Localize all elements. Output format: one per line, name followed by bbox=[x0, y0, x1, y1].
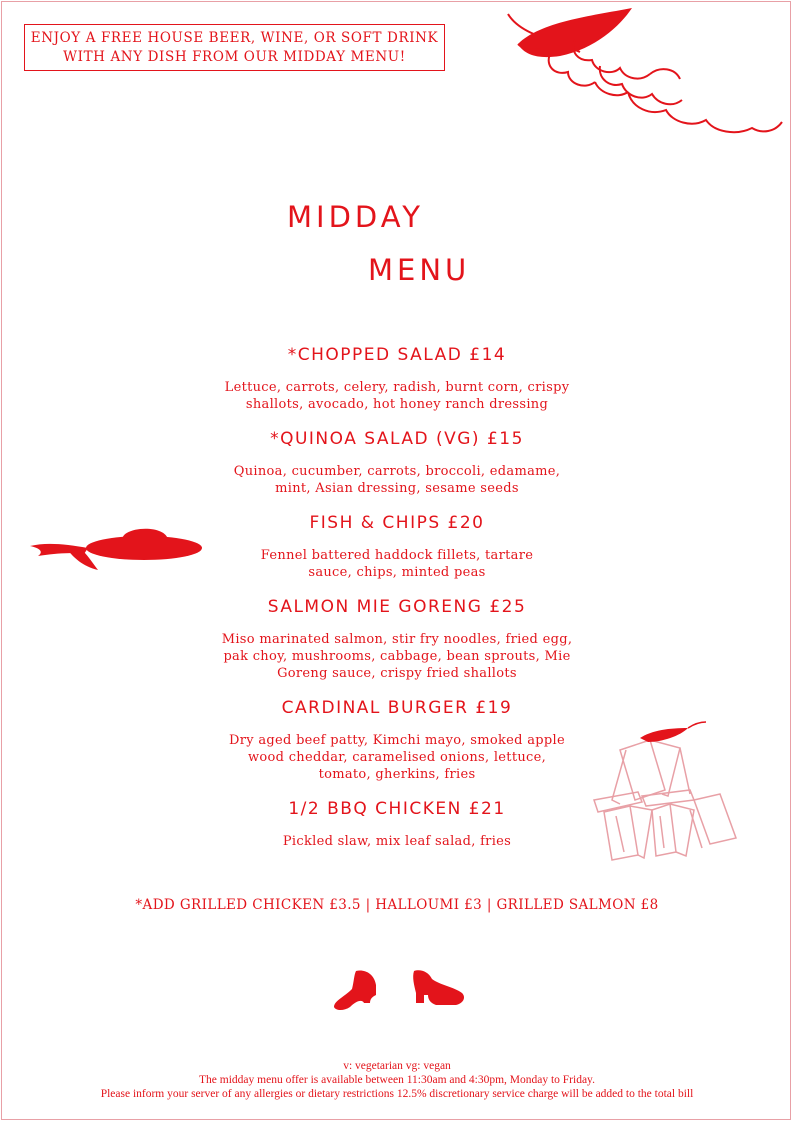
dish-desc-line: mint, Asian dressing, sesame seeds bbox=[275, 481, 519, 496]
dish-name: 1/2 BBQ CHICKEN £21 bbox=[288, 799, 506, 819]
dish-desc-line: wood cheddar, caramelised onions, lettuce, bbox=[247, 750, 547, 765]
dish-item bbox=[0, 429, 794, 497]
offer-line-1: ENJOY A FREE HOUSE BEER, WINE, OR SOFT DRINK bbox=[30, 30, 439, 46]
dish-name: SALMON MIE GORENG £25 bbox=[267, 597, 527, 617]
dish-desc-line: tomato, gherkins, fries bbox=[318, 767, 476, 782]
dish-name: CARDINAL BURGER £19 bbox=[281, 698, 513, 718]
dish-desc-line: Pickled slaw, mix leaf salad, fries bbox=[282, 834, 512, 849]
feather-cloud-illustration bbox=[500, 4, 790, 144]
red-shoes-icon bbox=[330, 965, 470, 1015]
dish-description bbox=[0, 631, 794, 682]
dish-description bbox=[0, 379, 794, 413]
cardinal-hat-icon bbox=[26, 518, 206, 576]
dish-description bbox=[0, 463, 794, 497]
dish-desc-line: Lettuce, carrots, celery, radish, burnt corn, crispy bbox=[224, 380, 570, 395]
dish-desc-line: Dry aged beef patty, Kimchi mayo, smoked apple bbox=[229, 733, 565, 748]
card-house-illustration bbox=[590, 720, 740, 865]
menu-title-line-2: MENU bbox=[368, 253, 471, 287]
dish-desc-line: Goreng sauce, crispy fried shallots bbox=[277, 666, 517, 681]
offer-banner bbox=[24, 24, 445, 71]
dish-name: FISH & CHIPS £20 bbox=[309, 513, 485, 533]
dish-item bbox=[0, 345, 794, 413]
menu-title-line-1: MIDDAY bbox=[287, 200, 425, 234]
dish-desc-line: Quinoa, cucumber, carrots, broccoli, edamame, bbox=[233, 464, 561, 479]
footer-allergy-notice: Please inform your server of any allergies or dietary restrictions 12.5% discretionary service charge will be added to the total bill bbox=[100, 1088, 694, 1100]
footer-offer-hours: The midday menu offer is available between 11:30am and 4:30pm, Monday to Friday. bbox=[199, 1074, 595, 1086]
dish-name: *QUINOA SALAD (VG) £15 bbox=[270, 429, 524, 449]
dish-desc-line: Miso marinated salmon, stir fry noodles, fried egg, bbox=[221, 632, 573, 647]
dish-desc-line: sauce, chips, minted peas bbox=[308, 565, 486, 580]
dish-desc-line: shallots, avocado, hot honey ranch dressing bbox=[245, 397, 549, 412]
footer-dietary-key: v: vegetarian vg: vegan bbox=[343, 1060, 451, 1072]
dish-desc-line: Fennel battered haddock fillets, tartare bbox=[260, 548, 534, 563]
addons-line: *ADD GRILLED CHICKEN £3.5 | HALLOUMI £3 | GRILLED SALMON £8 bbox=[135, 897, 659, 913]
dish-item bbox=[0, 597, 794, 682]
offer-line-2: WITH ANY DISH FROM OUR MIDDAY MENU! bbox=[63, 49, 406, 65]
dish-desc-line: pak choy, mushrooms, cabbage, bean sprouts, Mie bbox=[223, 649, 571, 664]
dish-name: *CHOPPED SALAD £14 bbox=[287, 345, 507, 365]
